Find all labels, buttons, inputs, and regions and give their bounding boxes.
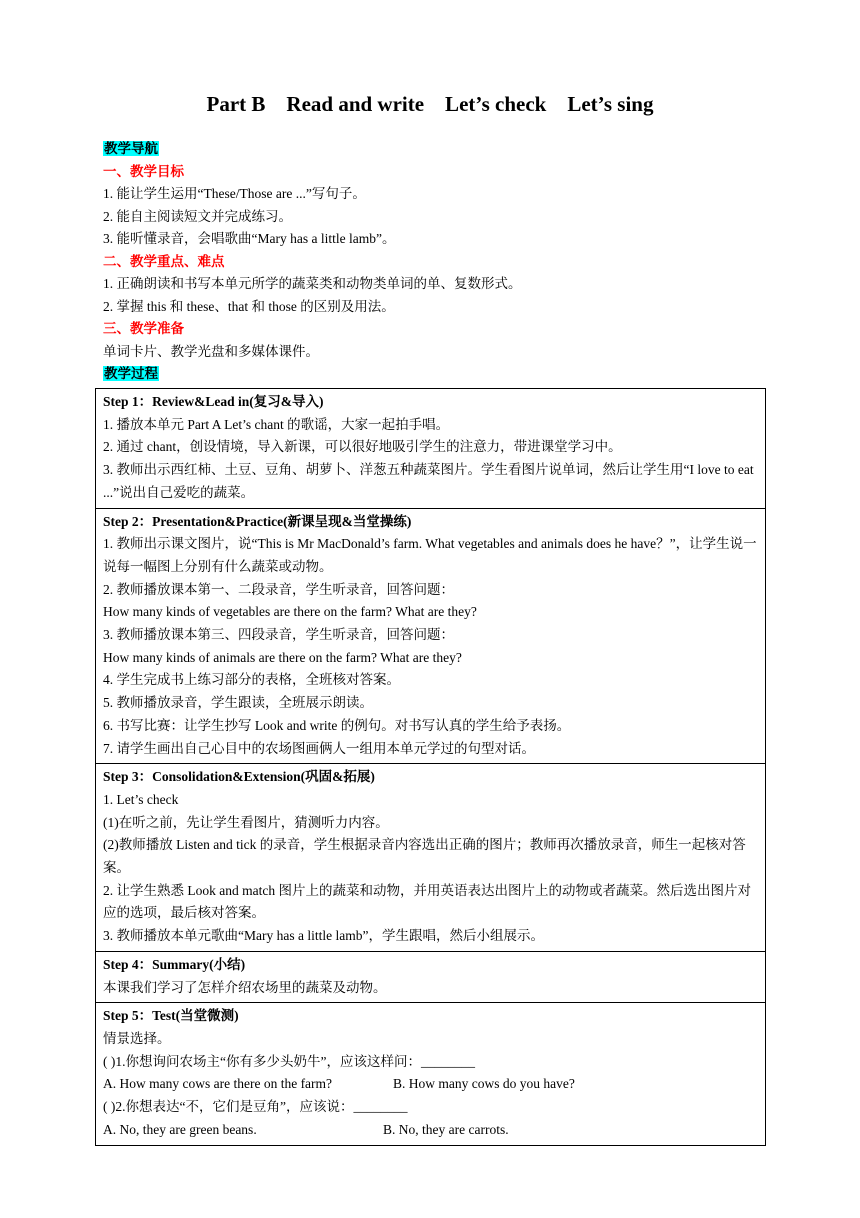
option-b: B. No, they are carrots.	[383, 1121, 509, 1137]
section-heading-preparation: 三、教学准备	[103, 321, 184, 336]
goal-line: 2. 能自主阅读短文并完成练习。	[103, 208, 292, 224]
step-line: 本课我们学习了怎样介绍农场里的蔬菜及动物。	[103, 979, 387, 995]
section-heading-key-points: 二、教学重点、难点	[103, 253, 225, 269]
step-line: (1)在听之前，先让学生看图片，猜测听力内容。	[103, 814, 389, 830]
step-line: 7. 请学生画出自己心目中的农场图画俩人一组用本单元学过的句型对话。	[103, 740, 535, 756]
step-line: 2. 让学生熟悉 Look and match 图片上的蔬菜和动物，并用英语表达出图片上的动物或者蔬菜。然后选出图片对应的选项，最后核对答案。	[103, 882, 751, 921]
test-question: ( )1.你想询问农场主“你有多少头奶牛”，应该这样问：________	[103, 1053, 475, 1069]
step-line: 3. 教师出示西红柿、土豆、豆角、胡萝卜、洋葱五种蔬菜图片。学生看图片说单词，然后让学生用“I love to eat ...”说出自己爱吃的蔬菜。	[103, 462, 754, 500]
test-question: ( )2.你想表达“不，它们是豆角”，应该说：________	[103, 1099, 408, 1115]
preparation-line: 单词卡片、教学光盘和多媒体课件。	[103, 343, 319, 359]
step-3-cell	[96, 764, 766, 952]
key-point-line: 1. 正确朗读和书写本单元所学的蔬菜类和动物类单词的单、复数形式。	[103, 276, 522, 291]
step-heading: Step 3：Consolidation&Extension(巩固&拓展)	[103, 769, 375, 785]
process-heading: 教学过程	[104, 366, 158, 381]
step-line: 2. 通过 chant，创设情境，导入新课，可以很好地吸引学生的注意力，带进课堂学习中。	[103, 439, 622, 455]
page-title: Part B Read and write Let’s check Let’s sing	[206, 92, 654, 116]
option-a: A. How many cows are there on the farm?	[103, 1076, 333, 1092]
step-5-cell	[96, 1003, 766, 1145]
goal-line: 3. 能听懂录音，会唱歌曲“Mary has a little lamb”。	[103, 231, 396, 246]
test-options	[103, 1119, 758, 1142]
key-point-line: 2. 掌握 this 和 these、that 和 those 的区别及用法。	[103, 298, 395, 314]
option-b: B. How many cows do you have?	[393, 1076, 575, 1092]
step-line: 6. 书写比赛：让学生抄写 Look and write 的例句。对书写认真的学生给予表扬。	[103, 717, 571, 733]
step-line: (2)教师播放 Listen and tick 的录音，学生根据录音内容选出正确的图片；教师再次播放录音，师生一起核对答案。	[103, 837, 746, 876]
step-line: 1. Let’s check	[103, 791, 179, 807]
step-line: 3. 教师播放本单元歌曲“Mary has a little lamb”，学生跟唱，然后小组展示。	[103, 928, 544, 944]
step-line: 4. 学生完成书上练习部分的表格，全班核对答案。	[103, 672, 400, 688]
step-line: 2. 教师播放课本第一、二段录音，学生听录音，回答问题：	[103, 581, 454, 597]
step-heading: Step 2：Presentation&Practice(新课呈现&当堂操练)	[103, 513, 412, 529]
option-a: A. No, they are green beans.	[103, 1121, 257, 1137]
test-intro: 情景选择。	[103, 1030, 171, 1046]
step-heading: Step 4：Summary(小结)	[103, 956, 246, 972]
teaching-process-table	[95, 388, 766, 1146]
step-line: How many kinds of vegetables are there on the farm? What are they?	[103, 604, 477, 620]
teaching-guide	[103, 138, 763, 386]
section-heading-goals: 一、教学目标	[103, 163, 184, 179]
step-4-cell	[96, 951, 766, 1002]
step-line: 1. 播放本单元 Part A Let’s chant 的歌谣，大家一起拍手唱。	[103, 416, 450, 432]
goal-line: 1. 能让学生运用“These/Those are ...”写句子。	[103, 186, 366, 201]
step-2-cell	[96, 508, 766, 764]
step-line: 1. 教师出示课文图片，说“This is Mr MacDonald’s farm. What vegetables and animals does he have？”，让学生说一说每一幅图上分别有什么蔬菜或动物。	[103, 536, 757, 574]
step-heading: Step 5：Test(当堂微测)	[103, 1008, 239, 1024]
step-line: 5. 教师播放录音，学生跟读，全班展示朗读。	[103, 695, 373, 711]
nav-heading: 教学导航	[104, 141, 158, 156]
step-heading: Step 1：Review&Lead in(复习&导入)	[103, 394, 324, 409]
step-line: How many kinds of animals are there on the farm? What are they?	[103, 649, 462, 665]
step-1-cell	[96, 389, 766, 509]
test-options	[103, 1073, 758, 1096]
step-line: 3. 教师播放课本第三、四段录音，学生听录音，回答问题：	[103, 627, 454, 643]
